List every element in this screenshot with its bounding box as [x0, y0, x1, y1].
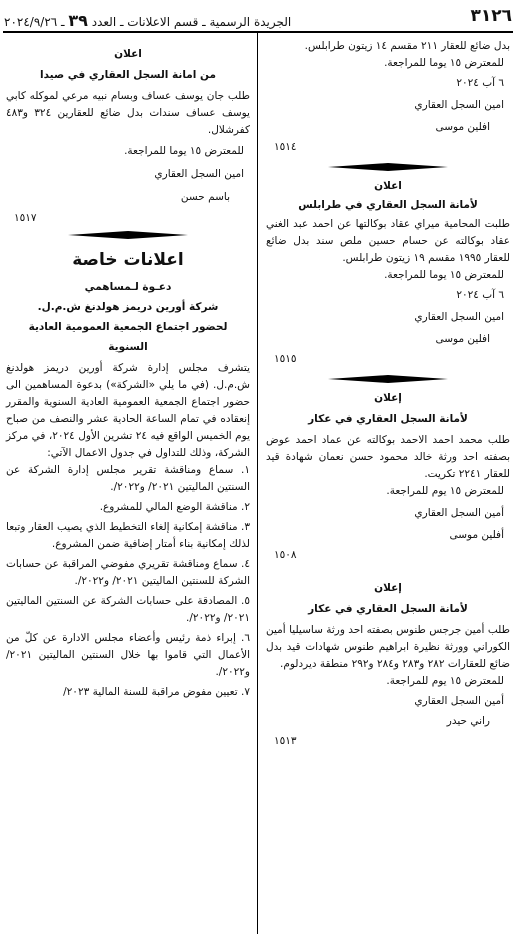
right-column	[266, 38, 510, 750]
notice-heading: اعلان	[374, 180, 402, 192]
notice-date: ٦ آب ٢٠٢٤	[456, 77, 504, 89]
notice-objection: للمعترض ١٥ يوم للمراجعة.	[386, 675, 504, 687]
agenda-item: ٥. المصادقة على حسابات الشركة عن السنتين الماليتين ٢٠٢١/ و٢٠٢٢/.	[6, 595, 250, 624]
meeting-title: لحضور اجتماع الجمعية العمومية العادية	[28, 321, 228, 333]
issue-date: ـ ٢٠٢٤/٩/٢٦	[4, 15, 65, 29]
separator-ornament	[266, 156, 510, 178]
signatory-name: أفلين موسى	[449, 529, 504, 541]
reference-number: ١٥١٣	[274, 735, 297, 747]
notice-heading: إعلان	[374, 582, 402, 594]
reference-number: ١٥١٧	[14, 212, 37, 224]
issue-number: ٣٩	[68, 11, 88, 30]
notice-authority: لأمانة السجل العقاري في عكار	[308, 413, 468, 425]
signatory-title: أمين السجل العقاري	[414, 507, 504, 519]
company-name: شركة أورين دريمز هولدنغ ش.م.ل.	[37, 301, 219, 313]
notice-heading: اعلان	[114, 48, 142, 60]
agenda-item: ٢. مناقشة الوضع المالي للمشروع.	[99, 501, 250, 513]
notice-heading: إعلان	[374, 392, 402, 404]
notice-body: بدل ضائع للعقار ٢١١ مقسم ١٤ زيتون طرابلس.	[304, 40, 510, 52]
notice-body: طلب أمين جرجس طنوس بصفته احد ورثة ساسيليا أمين الكوراني وورثة نظيرة ابراهيم طنوس شهادات قيد بدل ضائع للعقارات ٢٨٢ و٢٨٣ و٢٨٤ و٢٩٢ منطقة ديردلوم.	[266, 624, 510, 670]
notice-authority: لأمانة السجل العقاري في عكار	[308, 603, 468, 615]
agenda-item: ١. سماع ومناقشة تقرير مجلس إدارة الشركة عن السنتين الماليتين ٢٠٢١/ و٢٠٢٢/.	[6, 464, 250, 493]
page-number: ٣١٢٦	[470, 6, 512, 26]
column-divider	[257, 33, 258, 934]
agenda-item: ٤. سماع ومناقشة تقريري مفوضي المراقبة عن حسابات الشركة للسنتين الماليتين ٢٠٢١/ و٢٠٢٢/.	[6, 558, 250, 587]
header-rule	[3, 31, 513, 33]
notice-objection: للمعترض ١٥ يوم للمراجعة.	[386, 485, 504, 497]
notice-objection: للمعترض ١٥ يوما للمراجعة.	[384, 57, 504, 69]
signatory-name: باسم حسن	[180, 191, 230, 203]
publication-name: الجريدة الرسمية ـ قسم الاعلانات ـ العدد	[91, 15, 292, 29]
notice-objection: للمعترض ١٥ يوما للمراجعة.	[384, 269, 504, 281]
separator-ornament	[6, 227, 250, 243]
separator-ornament	[266, 368, 510, 390]
agenda-item: ٧. تعيين مفوض مراقبة للسنة المالية ٢٠٢٣/	[63, 686, 250, 698]
reference-number: ١٥٠٨	[274, 549, 297, 561]
notice-date: ٦ آب ٢٠٢٤	[456, 289, 504, 301]
agenda-item: ٦. إبراء ذمة رئيس وأعضاء مجلس الادارة عن كلّ من الأعمال التي قاموا بها خلال السنتين الماليتين ٢٠٢١/ و٢٠٢٢/.	[6, 632, 250, 678]
reference-number: ١٥١٤	[274, 141, 297, 153]
notice-authority: لأمانة السجل العقاري في طرابلس	[298, 199, 478, 211]
signatory-name: افلين موسى	[435, 333, 490, 345]
signatory-title: امين السجل العقاري	[414, 99, 504, 111]
agenda-item: ٣. مناقشة إمكانية إلغاء التخطيط الذي يصيب العقار وتبعا لذلك إمكانية بناء أمتار إضافية ضمن المشروع.	[6, 521, 250, 550]
notice-body: طلب جان يوسف عساف وبسام نبيه مرعي لموكله كابي يوسف عساف سندات بدل ضائع للعقارين ٣٢٤ و٤٨٣ كفرشلال.	[6, 90, 250, 136]
signatory-title: أمين السجل العقاري	[414, 695, 504, 707]
invitation-body: يتشرف مجلس إدارة شركة أورين دريمز هولدنغ ش.م.ل. (في ما يلي «الشركة») بدعوة المساهمين الى حضور اجتماع الجمعية العمومية العادية السنوية والمقرر إنعقاده في تمام الساعة الحادية عشر والنصف من صباح يوم الخميس الواقع فيه ٢٤ تشرين الأول ٢٠٢٤، في مركز الشركة، وذلك للتداول في جدول الاعمال الآتي:	[6, 362, 251, 459]
publication-line	[4, 11, 291, 30]
signatory-title: امين السجل العقاري	[414, 311, 504, 323]
reference-number: ١٥١٥	[274, 353, 297, 365]
signatory-name: راني حيدر	[446, 715, 490, 727]
notice-authority: من امانة السجل العقاري في صيدا	[40, 69, 216, 81]
notice-objection: للمعترض ١٥ يوما للمراجعة.	[124, 145, 244, 157]
signatory-name: افلين موسى	[435, 121, 490, 133]
notice-body: طلبت المحامية ميراي عقاد بوكالتها عن احمد عبد الغني عقاد بوكالته عن حسام حسين ملص سند بدل ضائع للعقار ١٩٩٥ مقسم ١٩ زيتون طرابلس.	[266, 218, 510, 264]
notice-body: طلب محمد احمد الاحمد بوكالته عن عماد احمد عوض بصفته احد ورثة خالد محمود حسن نعمان شهادة قيد للعقار ٢٢٤١ تكريت.	[266, 434, 510, 480]
invitation-heading: دعـوة لـمساهمي	[84, 281, 172, 293]
meeting-title-cont: السنوية	[108, 341, 148, 353]
page-header	[4, 6, 512, 28]
signatory-title: امين السجل العقاري	[154, 168, 244, 180]
left-column	[6, 38, 250, 701]
section-title: اعلانات خاصة	[72, 250, 184, 270]
